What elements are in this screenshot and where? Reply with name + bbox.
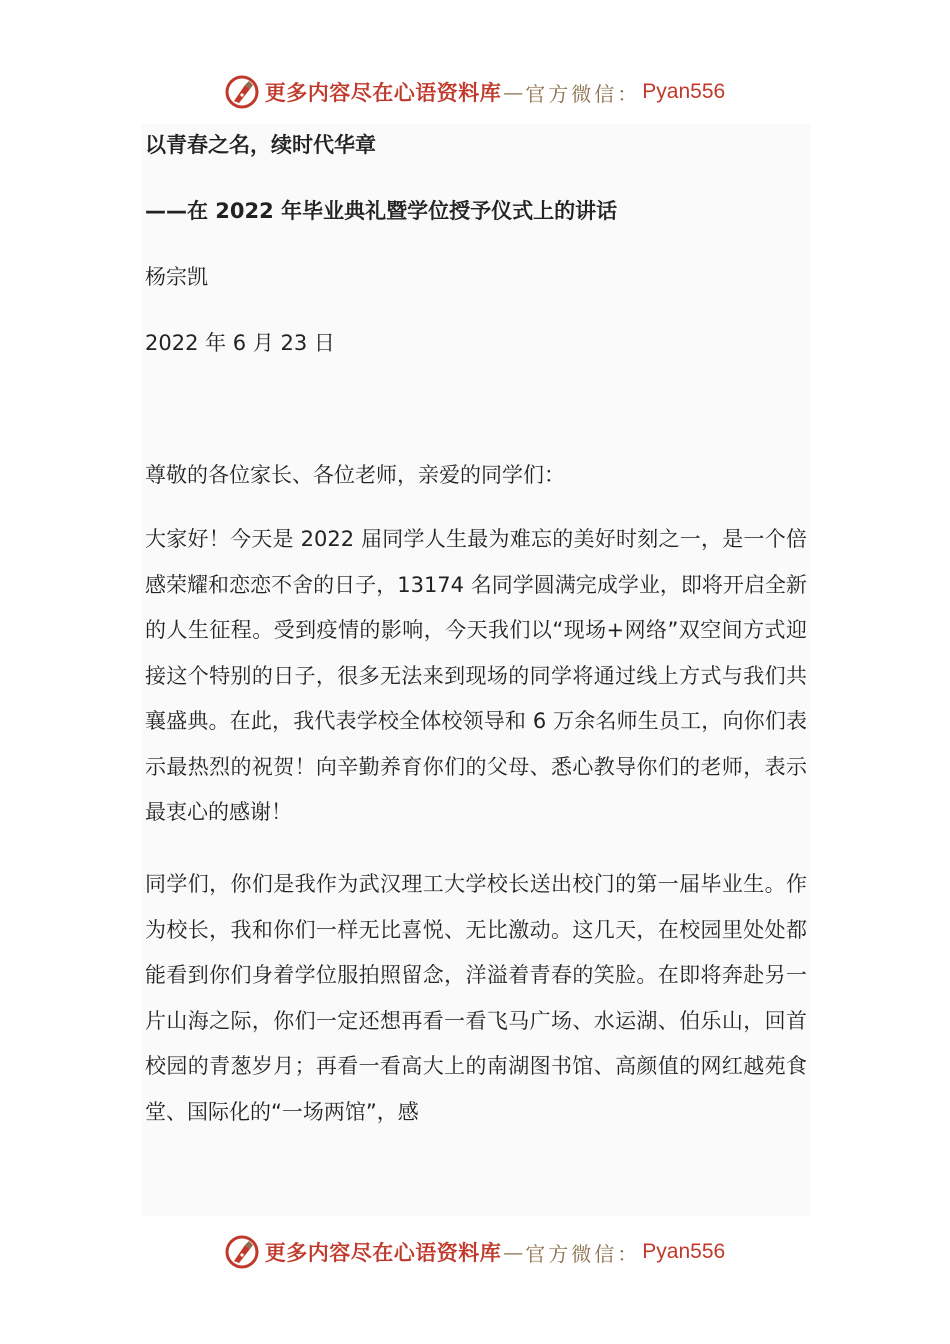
- watermark-brand-text: 更多内容尽在心语资料库: [264, 80, 502, 105]
- watermark-separator: —: [503, 80, 524, 104]
- document-author: 杨宗凯: [145, 265, 208, 289]
- document-subtitle: ——在 2022 年毕业典礼暨学位授予仪式上的讲话: [145, 199, 618, 223]
- watermark-banner-bottom: [0, 1232, 950, 1272]
- pen-nib-logo-icon: [225, 1235, 259, 1269]
- watermark-brand-text: 更多内容尽在心语资料库: [264, 1240, 502, 1265]
- speech-paragraph: 同学们，你们是我作为武汉理工大学校长送出校门的第一届毕业生。作为校长，我和你们一样无比喜悦、无比激动。这几天，在校园里处处都能看到你们身着学位服拍照留念，洋溢着青春的笑脸。在即将奔赴另一片山海之际，你们一定还想再看一看飞马广场、水运湖、伯乐山，回首校园的青葱岁月；再看一看高大上的南湖图书馆、高颜值的网红越苑食堂、国际化的“一场两馆”，感: [145, 872, 807, 1124]
- watermark-wechat-label: 官方微信：: [525, 81, 641, 106]
- watermark-banner-top: [0, 72, 950, 112]
- document-title: 以青春之名，续时代华章: [145, 133, 376, 157]
- speech-paragraph: 大家好！今天是 2022 届同学人生最为难忘的美好时刻之一，是一个倍感荣耀和恋恋不舍的日子，13174 名同学圆满完成学业，即将开启全新的人生征程。受到疫情的影响，今天我们以“现场+网络”双空间方式迎接这个特别的日子，很多无法来到现场的同学将通过线上方式与我们共襄盛典。在此，我代表学校全体校领导和 6 万余名师生员工，向你们表示最热烈的祝贺！向辛勤养育你们的父母、悉心教导你们的老师，表示最衷心的感谢！: [145, 527, 807, 824]
- watermark-wechat-id: Pyan556: [642, 80, 726, 103]
- watermark-wechat-label: 官方微信：: [525, 1241, 641, 1266]
- watermark-separator: —: [503, 1240, 524, 1264]
- speech-greeting: 尊敬的各位家长、各位老师，亲爱的同学们：: [145, 463, 565, 487]
- watermark-wechat-id: Pyan556: [642, 1240, 726, 1263]
- pen-nib-logo-icon: [225, 75, 259, 109]
- document-date: 2022 年 6 月 23 日: [145, 331, 335, 355]
